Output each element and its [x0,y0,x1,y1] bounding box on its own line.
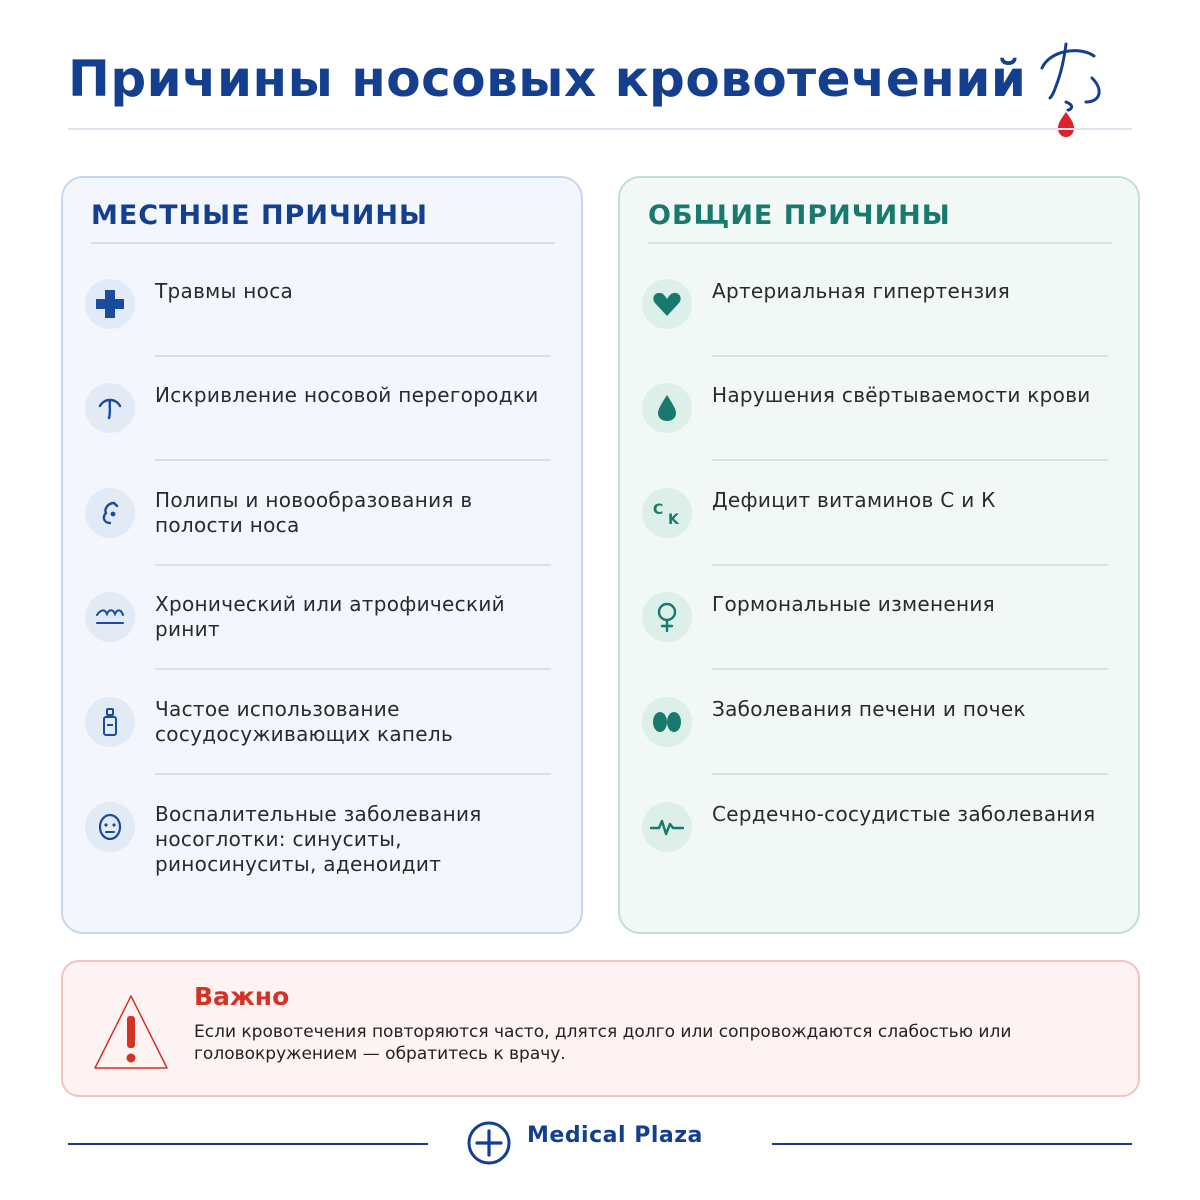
list-item [85,802,553,906]
footer-divider-right [772,1143,1132,1145]
divider [712,355,1108,357]
divider [155,355,551,357]
heartbeat-icon [642,802,692,852]
list-item [85,383,553,487]
local-causes-card [61,176,583,934]
rhinitis-icon [85,592,135,642]
page-title: Причины носовых кровотечений [68,50,1027,108]
medical-cross-icon [85,279,135,329]
list-item [642,488,1110,592]
list-item [642,279,1110,383]
item-label: Сердечно-сосудистые заболевания [712,802,1096,826]
divider [155,564,551,566]
general-causes-card [618,176,1140,934]
female-symbol-icon [642,592,692,642]
face-icon [85,802,135,852]
list-item [85,488,553,592]
item-label: Хронический или атрофический ринит [155,592,505,641]
general-causes-title: ОБЩИЕ ПРИЧИНЫ [648,200,951,231]
divider [712,564,1108,566]
item-label: Полипы и новообразования в полости носа [155,488,473,537]
divider [155,668,551,670]
alert-text: Если кровотечения повторяются часто, длятся долго или сопровождаются слабостью или головокружением — обратитесь к врачу. [194,1022,1012,1064]
nose-bleed-logo-icon [1036,40,1108,140]
svg-text:C: C [653,502,664,518]
divider [712,668,1108,670]
divider [155,773,551,775]
list-item [642,383,1110,487]
list-item [642,697,1110,801]
important-alert [61,960,1140,1097]
nasal-septum-icon [85,383,135,433]
nose-polyp-icon [85,488,135,538]
divider [712,773,1108,775]
list-item [85,279,553,383]
kidneys-icon [642,697,692,747]
warning-icon [93,992,169,1072]
brand-name: Medical Plaza [527,1123,703,1148]
svg-text:K: K [668,512,679,528]
item-label: Воспалительные заболевания носоглотки: синуситы, риносинуситы, аденоидит [155,802,482,876]
divider [155,459,551,461]
item-label: Искривление носовой перегородки [155,383,539,407]
item-label: Заболевания печени и почек [712,697,1026,721]
item-label: Травмы носа [155,279,294,303]
nasal-spray-icon [85,697,135,747]
divider [712,459,1108,461]
item-label: Нарушения свёртываемости крови [712,383,1091,407]
item-label: Гормональные изменения [712,592,995,616]
item-label: Частое использование сосудосуживающих капель [155,697,454,746]
vitamin-icon [642,488,692,538]
item-label: Артериальная гипертензия [712,279,1011,303]
blood-drop-icon [642,383,692,433]
card-title-divider [648,242,1112,244]
list-item [642,802,1110,906]
plus-circle-icon [466,1120,512,1166]
item-label: Дефицит витаминов С и К [712,488,996,512]
list-item [642,592,1110,696]
alert-title: Важно [194,982,290,1011]
header-divider [68,128,1132,130]
card-title-divider [91,242,555,244]
local-causes-title: МЕСТНЫЕ ПРИЧИНЫ [91,200,428,231]
header [68,44,1132,134]
footer-divider-left [68,1143,428,1145]
list-item [85,592,553,696]
list-item [85,697,553,801]
heart-icon [642,279,692,329]
